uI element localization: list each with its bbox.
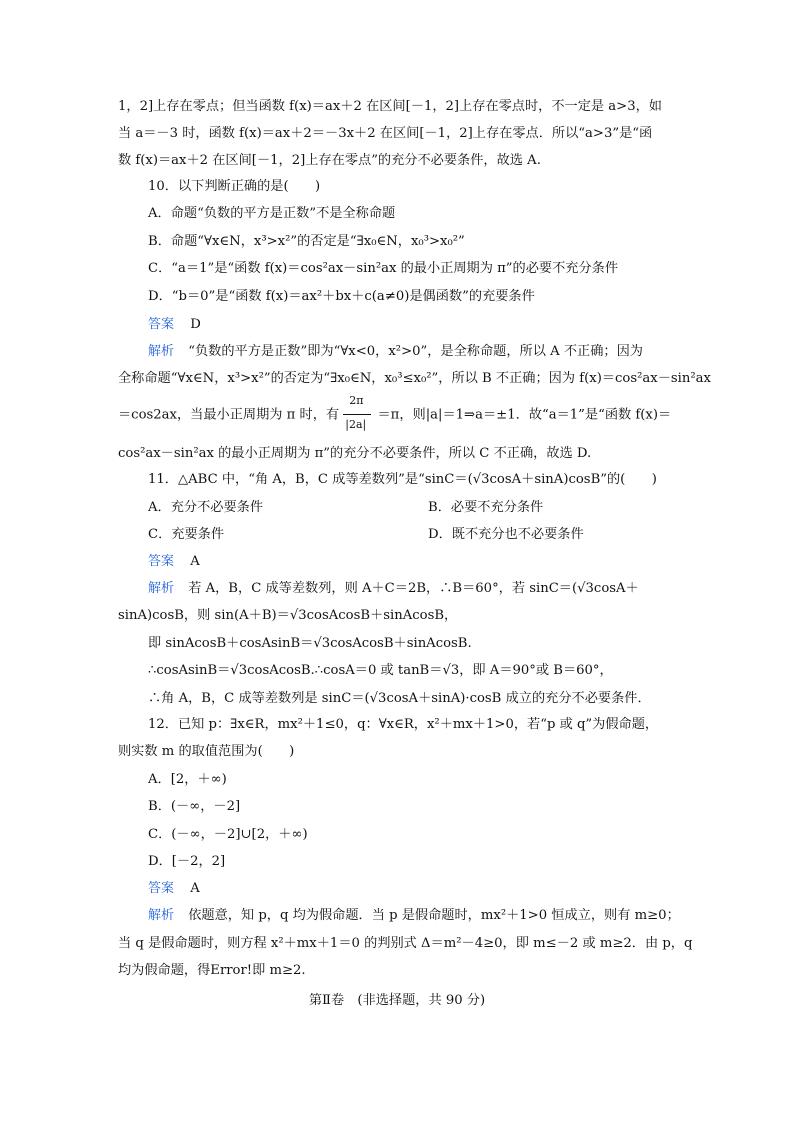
fraction-denominator: |2a| [345, 418, 367, 431]
paragraph-line: 数 f(x)＝ax＋2 在区间[－1，2]上存在零点”的充分不必要条件，故选 A. [118, 153, 541, 168]
question-11-option-a: A．充分不必要条件 [148, 500, 264, 515]
question-11-option-b: B．必要不充分条件 [428, 500, 544, 515]
explanation-text: “负数的平方是正数”即为“∀x<0，x²>0”，是全称命题，所以 A 不正确；因为 [188, 344, 643, 359]
answer-row [148, 880, 200, 898]
question-12-option-a: A．[2，＋∞) [148, 772, 227, 787]
paragraph-line: 1，2]上存在零点；但当函数 f(x)＝ax＋2 在区间[－1，2]上存在零点时，不一定是 a>3，如 [118, 99, 662, 114]
question-10-option-c: C．“a＝1”是“函数 f(x)＝cos²ax－sin²ax 的最小正周期为 π”的必要不充分条件 [148, 261, 619, 276]
question-11-option-d: D．既不充分也不必要条件 [428, 527, 584, 542]
explanation-line: 均为假命题，得Error!即 m≥2. [118, 963, 306, 978]
explanation-line: ∴cosAsinB＝√3cosAcosB.∴cosA＝0 或 tanB＝√3，即 A＝90°或 B＝60°， [148, 663, 613, 678]
question-10-option-b: B．命题“∀x∈N，x³>x²”的否定是“∃x₀∈N，x₀³>x₀²” [148, 234, 465, 249]
explanation-label: 解析 [148, 581, 175, 596]
explanation-label: 解析 [148, 344, 175, 359]
explanation-line: 全称命题“∀x∈N，x³>x²”的否定为“∃x₀∈N，x₀³≤x₀²”，所以 B 不正确；因为 f(x)＝cos²ax－sin²ax [118, 371, 711, 386]
explanation-line: 即 sinAcosB＋cosAsinB＝√3cosAcosB＋sinAcosB. [148, 636, 472, 651]
answer-label: 答案 [148, 554, 175, 569]
explanation-label: 解析 [148, 908, 175, 923]
question-12-stem: 则实数 m 的取值范围为( ) [118, 744, 295, 759]
explanation-line: sinA)cosB，则 sin(A＋B)＝√3cosAcosB＋sinAcosB， [118, 608, 458, 623]
question-11-stem: 11．△ABC 中，“角 A，B，C 成等差数列”是“sinC＝(√3cosA＋sinA)cosB”的( ) [148, 472, 657, 487]
explanation-text: ＝π，则|a|＝1⇒a＝±1．故“a＝1”是“函数 f(x)＝ [377, 407, 672, 423]
section-heading: 第Ⅱ卷 (非选择题，共 90 分) [308, 993, 486, 1008]
explanation-text: 若 A，B，C 成等差数列，则 A＋C＝2B，∴B＝60°，若 sinC＝(√3cosA＋ [188, 581, 639, 596]
explanation-line: ∴角 A，B，C 成等差数列是 sinC＝(√3cosA＋sinA)·cosB 成立的充分不必要条件． [148, 691, 651, 706]
explanation-text: 依题意，知 p，q 均为假命题．当 p 是假命题时，mx²＋1>0 恒成立，则有 m≥0； [188, 908, 680, 923]
answer-value: D [190, 317, 201, 332]
question-12-stem: 12．已知 p：∃x∈R，mx²＋1≤0，q：∀x∈R，x²＋mx＋1>0，若“p 或 q”为假命题， [148, 717, 659, 732]
question-10-stem: 10．以下判断正确的是( ) [148, 179, 321, 194]
explanation-line [148, 580, 639, 598]
question-10-option-a: A．命题“负数的平方是正数”不是全称命题 [148, 206, 396, 221]
answer-label: 答案 [148, 317, 175, 332]
explanation-text: ＝cos2ax，当最小正周期为 π 时，有 [118, 407, 340, 423]
answer-label: 答案 [148, 881, 175, 896]
explanation-line: 当 q 是假命题时，则方程 x²＋mx＋1＝0 的判别式 Δ＝m²－4≥0，即 m≤－2 或 m≥2．由 p，q [118, 936, 693, 951]
question-10-option-d: D．“b＝0”是“函数 f(x)＝ax²＋bx＋c(a≠0)是偶函数”的充要条件 [148, 289, 535, 304]
explanation-line: cos²ax－sin²ax 的最小正周期为 π”的充分不必要条件，所以 C 不正确，故选 D. [118, 446, 592, 461]
question-12-option-c: C．(－∞，－2]∪[2，＋∞) [148, 827, 308, 842]
question-11-option-c: C．充要条件 [148, 527, 225, 542]
fraction-numerator: 2π [349, 394, 364, 407]
answer-row [148, 553, 200, 571]
answer-value: A [190, 554, 200, 569]
paragraph-line: 当 a＝－3 时，函数 f(x)＝ax＋2＝－3x＋2 在区间[－1，2]上存在零点．所以“a>3”是“函 [118, 126, 653, 141]
fraction-bar [343, 414, 371, 415]
answer-row [148, 316, 201, 334]
question-12-option-d: D．[－2，2] [148, 854, 226, 869]
explanation-line [148, 907, 680, 925]
question-12-option-b: B．(－∞，－2] [148, 799, 241, 814]
answer-value: A [190, 881, 200, 896]
explanation-line [148, 343, 643, 361]
